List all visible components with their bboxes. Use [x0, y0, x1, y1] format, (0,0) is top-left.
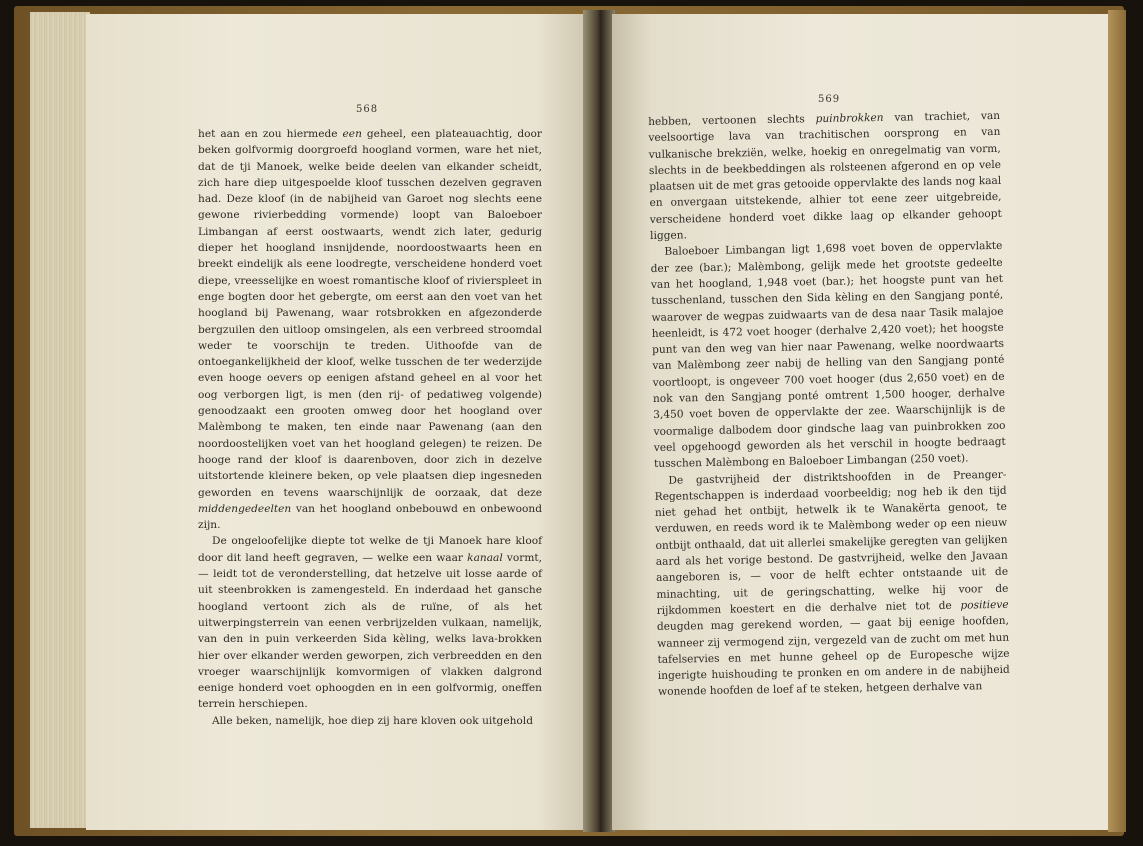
paragraph [650, 238, 1006, 472]
paragraph [654, 466, 1010, 700]
left-page-number: 568 [356, 104, 379, 115]
text-segment: van het hoogland onbebouwd en onbewoond zijn. [198, 502, 542, 532]
text-segment: Alle beken, namelijk, hoe diep zij hare kloven ook uitgehold [212, 714, 533, 727]
page-edges [30, 12, 90, 828]
emphasized-text: een [342, 128, 362, 140]
paragraph [198, 713, 542, 729]
text-segment: hebben, vertoonen slechts [648, 113, 816, 128]
right-page-number: 569 [818, 94, 841, 105]
text-segment: deugden mag gerekend worden, — gaat bij eenige hoofden, wanneer zij vermogend zijn, vergezeld van de zucht om met hun tafelservies en met hunne geheel op de Europesche wijze ingerigte huishouding te pronken en om andere in de nabijheid wonende hoofden de loef af te steken, hetgeen derhalve van [656, 614, 1010, 699]
text-segment: het aan en zou hiermede [198, 128, 343, 140]
emphasized-text: positieve [960, 598, 1009, 612]
text-segment: geheel, een plateauachtig, door beken golfvormig doorgroefd hoogland vormen, ware het niet, dat de tji Manoek, welke beide deelen van elkander scheidt, zich hare diep uitgespoelde kloof tusschen dezelven gegraven had. Deze kloof (in de nabijheid van Garoet nog slechts eene gewone rivierbedding vormende) loopt van Baloeboer Limbangan af eerst oostwaarts, wendt zich later, gedurig dieper het hoogland insnijdende, noordoostwaarts heen en breekt eindelijk als eene loodregte, verscheidene honderd voet diepe, vreesselijke en woest romantische kloof of rivierspleet in enge bogten door het gebergte, om eerst aan den voet van het hoogland bij Pawenang, waar rotsbrokken en afgezonderde bergzuilen den uitloop omsingelen, als een verbreed stroomdal weder te voorschijn te treden. Uithoofde van de ontoegankelijkheid der kloof, welke tusschen de ter wederzijde even hooge oevers op eenigen afstand geheel en al voor het oog verborgen ligt, is men (den rij- of pedatiweg volgende) genoodzaakt een grooten omweg door het hoogland over Malèmbong te maken, ten einde naar Pawenang (aan den noordoostelijken voet van het hoogland gelegen) te reizen. De hooge rand der kloof is daarenboven, door zich in dezelve uitstortende kleinere beken, op vele plaatsen diep ingesneden geworden en tevens waarschijnlijk de oorzaak, dat deze [198, 128, 542, 499]
emphasized-text: middengedeelten [198, 502, 292, 515]
text-segment: De ongeloofelijke diepte tot welke de tji Manoek hare kloof door dit land heeft gegraven, — welke een waar [198, 535, 542, 564]
left-page-text [198, 126, 542, 729]
emphasized-text: puinbrokken [815, 111, 884, 126]
text-segment: Baloeboer Limbangan ligt 1,698 voet boven de oppervlakte der zee (bar.); Malèmbong, gelijk mede het grootste gedeelte van het hoogland, 1,948 voet (bar.); het hoogste punt van het tusschenland, tusschen den Sida kèling en den Sangjang ponté, waarover de wegpas zuidwaarts van de desa naar Tasik malajoe heenleidt, is 472 voet hooger (derhalve 2,420 voet); het hoogste punt van den weg van hier naar Pawenang, welke noordwaarts van Malèmbong zeer nabij de helling van den Sangjang ponté voortloopt, is ongeveer 700 voet hooger (dus 2,650 voet) en de nok van den Sangjang ponté omtrent 1,500 hooger, derhalve 3,450 voet boven de oppervlakte der zee. Waarschijnlijk is de voormalige dalbodem door gindsche laag van puinbrokken zoo veel opgehoogd geworden als het verschil in hoogte bedraagt tusschen Malèmbong en Baloeboer Limbangan (250 voet). [650, 240, 1006, 471]
left-page [86, 14, 586, 830]
text-segment: vormt, — leidt tot de veronderstelling, dat hetzelve uit losse aarde of uit steenbrokken is zamengesteld. En inderdaad het gansche hoogland vertoont zich als de ruïne, of als het uitwerpingsterrein van eenen verbrijzelden vulkaan, namelijk, van den in puin verkeerden Sida kèling, welks lava-brokken hier over elkander werden geworpen, zich verbreedden en den vroeger waarschijnlijk komvormigen of vlakken dalgrond eenige honderd voet ophoogden en in een golfvormig, oneffen terrein herschiepen. [198, 551, 542, 711]
text-segment: De gastvrijheid der distriktshoofden in de Preanger-Regentschappen is inderdaad voorbeeldig; nog heb ik den tijd niet gehad het ontbijt, hetwelk ik te Wanakërta genoot, te verduwen, en reeds word ik te Malèmbong weder op een nieuw ontbijt onthaald, dat uit allerlei smakelijke geregten van gelijken aard als het vorige bestond. De gastvrijheid, welke den Javaan aangeboren is, — voor de helft echter ontstaande uit de minachting, uit de geringschatting, welke hij voor de rijkdommen koestert en die derhalve niet tot de [654, 468, 1009, 617]
paragraph [648, 108, 1002, 244]
book-gutter [583, 10, 615, 832]
right-page [612, 14, 1110, 830]
right-page-text [648, 108, 1010, 701]
emphasized-text: kanaal [467, 551, 503, 564]
text-segment: van trachiet, van veelsoortige lava van trachitischen oorsprong en van vulkanische brekziën, welke, hoekig en onregelmatig van vorm, slechts in de beekbeddingen als rolsteenen afgerond en op vele plaatsen uit de met gras getooide oppervlakte des lands nog kaal en onvergaan uitstekende, alhier tot eene zeer uitgebreide, verscheidene honderd voet dikke laag op elkander gehoopt liggen. [648, 109, 1002, 243]
paragraph [198, 126, 542, 533]
paragraph [198, 533, 542, 712]
book-fore-edge [1108, 10, 1126, 832]
